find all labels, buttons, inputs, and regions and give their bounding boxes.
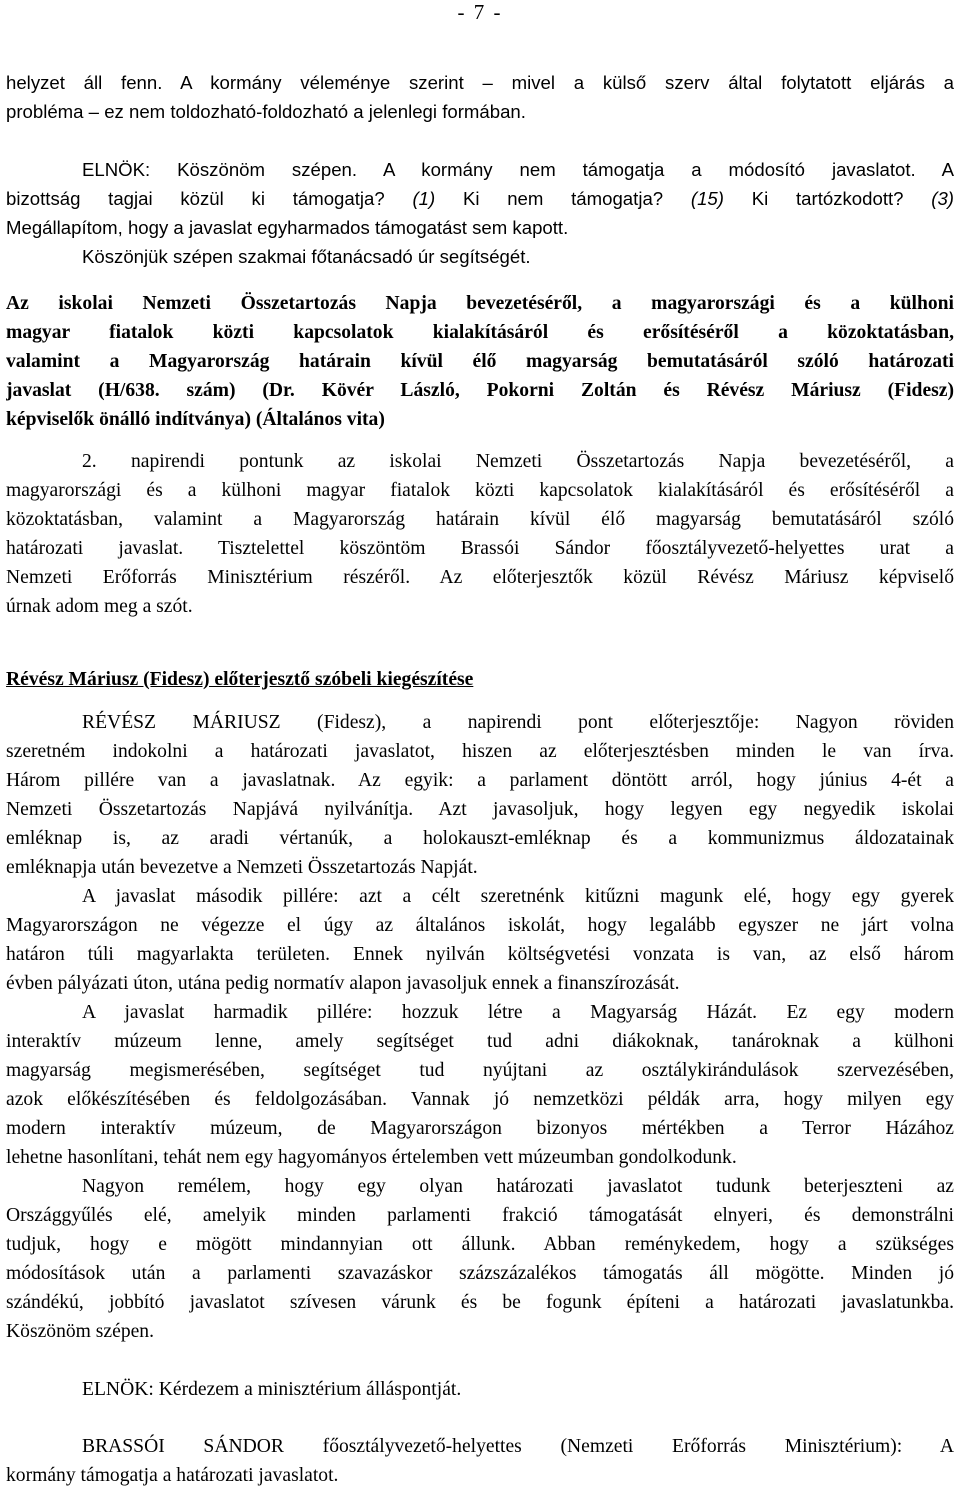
text-line: Országgyűlés elé, amelyik minden parlamenti frakció támogatását elnyeri, és demonstrálni [6, 1205, 954, 1226]
text-line: magyarországi és a külhoni magyar fiatalok közti kapcsolatok kialakításáról és erősítéséről a [6, 480, 954, 501]
text-line: Az iskolai Nemzeti Összetartozás Napja bevezetéséről, a magyarországi és a külhoni [6, 293, 954, 314]
text-line: 2. napirendi pontunk az iskolai Nemzeti Összetartozás Napja bevezetéséről, a [82, 451, 954, 472]
text-line [6, 184, 954, 213]
agenda-item-title [6, 289, 954, 434]
text-line: javaslat (H/638. szám) (Dr. Kövér László, Pokorni Zoltán és Révész Máriusz (Fidesz) [6, 380, 954, 401]
text-line: emléknap is, az aradi vértanúk, a holokauszt-emléknap és a kommunizmus áldozatainak [6, 828, 954, 849]
speech-paragraph-3 [6, 998, 954, 1172]
text-line: tudjuk, hogy e mögött mindannyian ott állunk. Abban reménykedem, hogy a szükséges [6, 1234, 954, 1255]
text-line: BRASSÓI SÁNDOR főosztályvezető-helyettes (Nemzeti Erőforrás Minisztérium): A [82, 1436, 954, 1457]
text-line: A javaslat második pillére: azt a célt szeretnénk kitűzni magunk elé, hogy egy gyerek [82, 886, 954, 907]
text-line: ELNÖK: Kérdezem a minisztérium álláspontját. [82, 1379, 462, 1400]
speech-paragraph-4 [6, 1172, 954, 1346]
vote-count-against: (15) [690, 188, 724, 209]
text-line: valamint a Magyarország határain kívül élő magyarság bemutatásáról szóló határozati [6, 351, 954, 372]
ministry-statement [6, 1432, 954, 1490]
text-line: Nagyon remélem, hogy egy olyan határozati javaslatot tudunk beterjeszteni az [82, 1176, 954, 1197]
chair-statement [6, 1375, 954, 1404]
text-line: úrnak adom meg a szót. [6, 596, 193, 617]
text-line: Köszönöm szépen. [6, 1321, 155, 1342]
text-line [6, 155, 954, 184]
text-line: Nemzeti Összetartozás Napjává nyilvánítja. Azt javasoljuk, hogy legyen egy negyedik iskolai [6, 799, 954, 820]
text-line: A javaslat harmadik pillére: hozzuk létre a Magyarság Házát. Ez egy modern [82, 1002, 954, 1023]
text-line: emléknapja után bevezetve a Nemzeti Összetartozás Napját. [6, 857, 478, 878]
text-line: képviselők önálló indítványa) (Általános vita) [6, 409, 385, 430]
vote-count-abstain: (3) [931, 188, 954, 209]
section-heading [6, 665, 954, 694]
text-line: azok előkészítésében és feldolgozásában. Vannak jó nemzetközi példák arra, hogy milyen egy [6, 1089, 954, 1110]
text-line: közoktatásban, valamint a Magyarország határain kívül élő magyarság bemutatásáról szóló [6, 509, 954, 530]
speech-paragraph-2 [6, 882, 954, 998]
vote-count-support: (1) [412, 188, 436, 209]
text-line: probléma – ez nem toldozható-foldozható a jelenlegi formában. [6, 101, 526, 122]
vote-text-1: ELNÖK: Köszönöm szépen. A kormány nem támogatja a módosító javaslatot. A [82, 159, 954, 180]
text-line: helyzet áll fenn. A kormány véleménye szerint – mivel a külső szerv által folytatott eljárás a [6, 72, 954, 93]
text-line: Magyarországon ne végezze el úgy az általános iskolát, hogy legalább egyszer ne járt volna [6, 915, 954, 936]
page-number: - 7 - [457, 0, 503, 24]
text-line: határon túli magyarlakta területen. Ennek nyilván költségvetési vonzata is van, az első három [6, 944, 954, 965]
text-line: magyar fiatalok közti kapcsolatok kialakításáról és erősítéséről a közoktatásban, [6, 322, 954, 343]
text-line: szeretném indokolni a határozati javaslatot, hiszen az előterjesztésben minden le van írva. [6, 741, 954, 762]
vote-question-abstain: Ki tartózkodott? [751, 188, 904, 209]
text-line: Nemzeti Erőforrás Minisztérium részéről. Az előterjesztők közül Révész Máriusz képviselő [6, 567, 954, 588]
vote-question-against: Ki nem támogatja? [462, 188, 664, 209]
text-line: Megállapítom, hogy a javaslat egyharmados támogatást sem kapott. [6, 217, 569, 238]
text-line: határozati javaslat. Tisztelettel köszöntöm Brassói Sándor főosztályvezető-helyettes urat a [6, 538, 954, 559]
text-line: RÉVÉSZ MÁRIUSZ (Fidesz), a napirendi pont előterjesztője: Nagyon röviden [82, 712, 954, 733]
text-line: kormány támogatja a határozati javaslatot. [6, 1465, 339, 1486]
text-line: magyarság megismerésében, segítséget tud nyújtani az osztálykirándulások szervezésében, [6, 1060, 954, 1081]
text-line: interaktív múzeum lenne, amely segítséget tud adni diákoknak, tanároknak a külhoni [6, 1031, 954, 1052]
heading-text: Révész Máriusz (Fidesz) előterjesztő szóbeli kiegészítése [6, 669, 474, 690]
paragraph-intro [6, 447, 954, 621]
text-line: Köszönjük szépen szakmai főtanácsadó úr segítségét. [82, 246, 531, 267]
text-line: évben pályázati úton, utána pedig normatív alapon javasoljuk ennek a finanszírozását. [6, 973, 680, 994]
paragraph-vote [6, 155, 954, 271]
text-line: modern interaktív múzeum, de Magyarországon bizonyos mértékben a Terror Házához [6, 1118, 954, 1139]
text-line: szándékú, jobbító javaslatot szívesen várunk és be fogunk építeni a határozati javaslatunkba. [6, 1292, 954, 1313]
text-line: módosítások után a parlamenti szavazáskor százszázalékos támogatás áll mögötte. Minden jó [6, 1263, 954, 1284]
paragraph-government-opinion [6, 68, 954, 126]
text-line: lehetne hasonlítani, tehát nem egy hagyományos értelemben vett múzeumban gondolkodunk. [6, 1147, 737, 1168]
speech-paragraph-1 [6, 708, 954, 882]
text-line: Három pillére van a javaslatnak. Az egyik: a parlament döntött arról, hogy június 4-ét a [6, 770, 954, 791]
vote-question-support: bizottság tagjai közül ki támogatja? [6, 188, 385, 209]
